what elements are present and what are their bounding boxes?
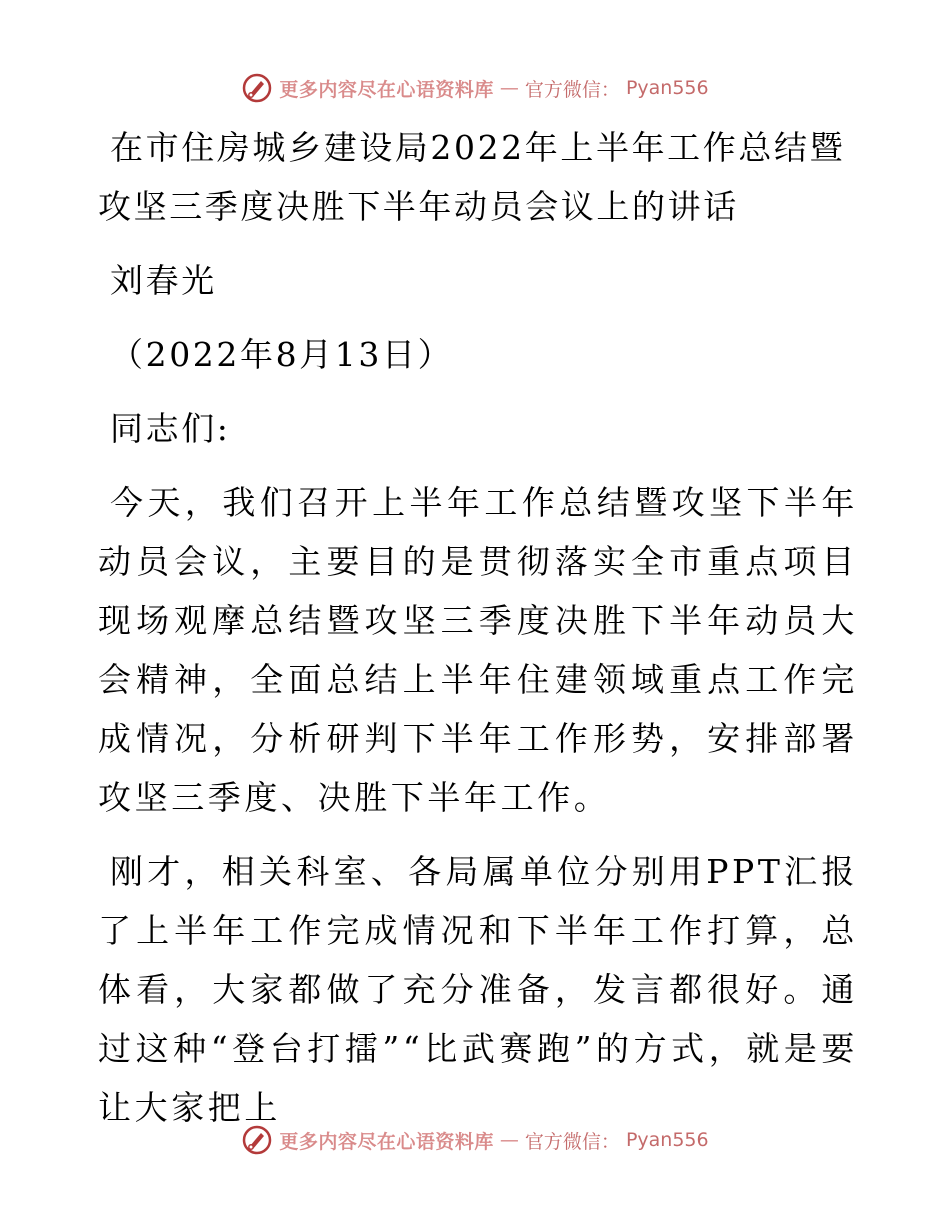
document-greeting: 同志们:: [110, 409, 231, 448]
watermark-separator: —: [499, 77, 519, 99]
document-author: 刘春光: [110, 261, 217, 300]
watermark-separator: —: [499, 1129, 519, 1151]
header-watermark: [0, 72, 950, 104]
paragraph-1: 今天，我们召开上半年工作总结暨攻坚下半年动员会议，主要目的是贯彻落实全市重点项目现场观摩总结暨攻坚三季度决胜下半年动员大会精神，全面总结上半年住建领域重点工作完成情况，分析研判下半年工作形势，安排部署攻坚三季度、决胜下半年工作。: [98, 483, 858, 817]
paragraph-2: 刚才，相关科室、各局属单位分别用PPT汇报了上半年工作完成情况和下半年工作打算，总体看，大家都做了充分准备，发言都很好。通过这种“登台打擂”“比武赛跑”的方式，就是要让大家把上: [98, 852, 858, 1127]
document-body: [98, 118, 858, 1137]
watermark-wechat-id: Pyan556: [625, 77, 709, 99]
watermark-wechat-label: 官方微信：: [524, 1130, 620, 1153]
footer-watermark: [0, 1124, 950, 1156]
document-date: （2022年8月13日）: [110, 335, 454, 374]
watermark-wechat-id: Pyan556: [625, 1129, 709, 1151]
document-title: 在市住房城乡建设局2022年上半年工作总结暨攻坚三季度决胜下半年动员会议上的讲话: [98, 128, 846, 226]
library-logo-icon: [241, 72, 273, 104]
watermark-main-text: 更多内容尽在心语资料库: [279, 1130, 494, 1153]
watermark-main-text: 更多内容尽在心语资料库: [279, 78, 494, 101]
library-logo-icon: [241, 1124, 273, 1156]
watermark-wechat-label: 官方微信：: [524, 78, 620, 101]
